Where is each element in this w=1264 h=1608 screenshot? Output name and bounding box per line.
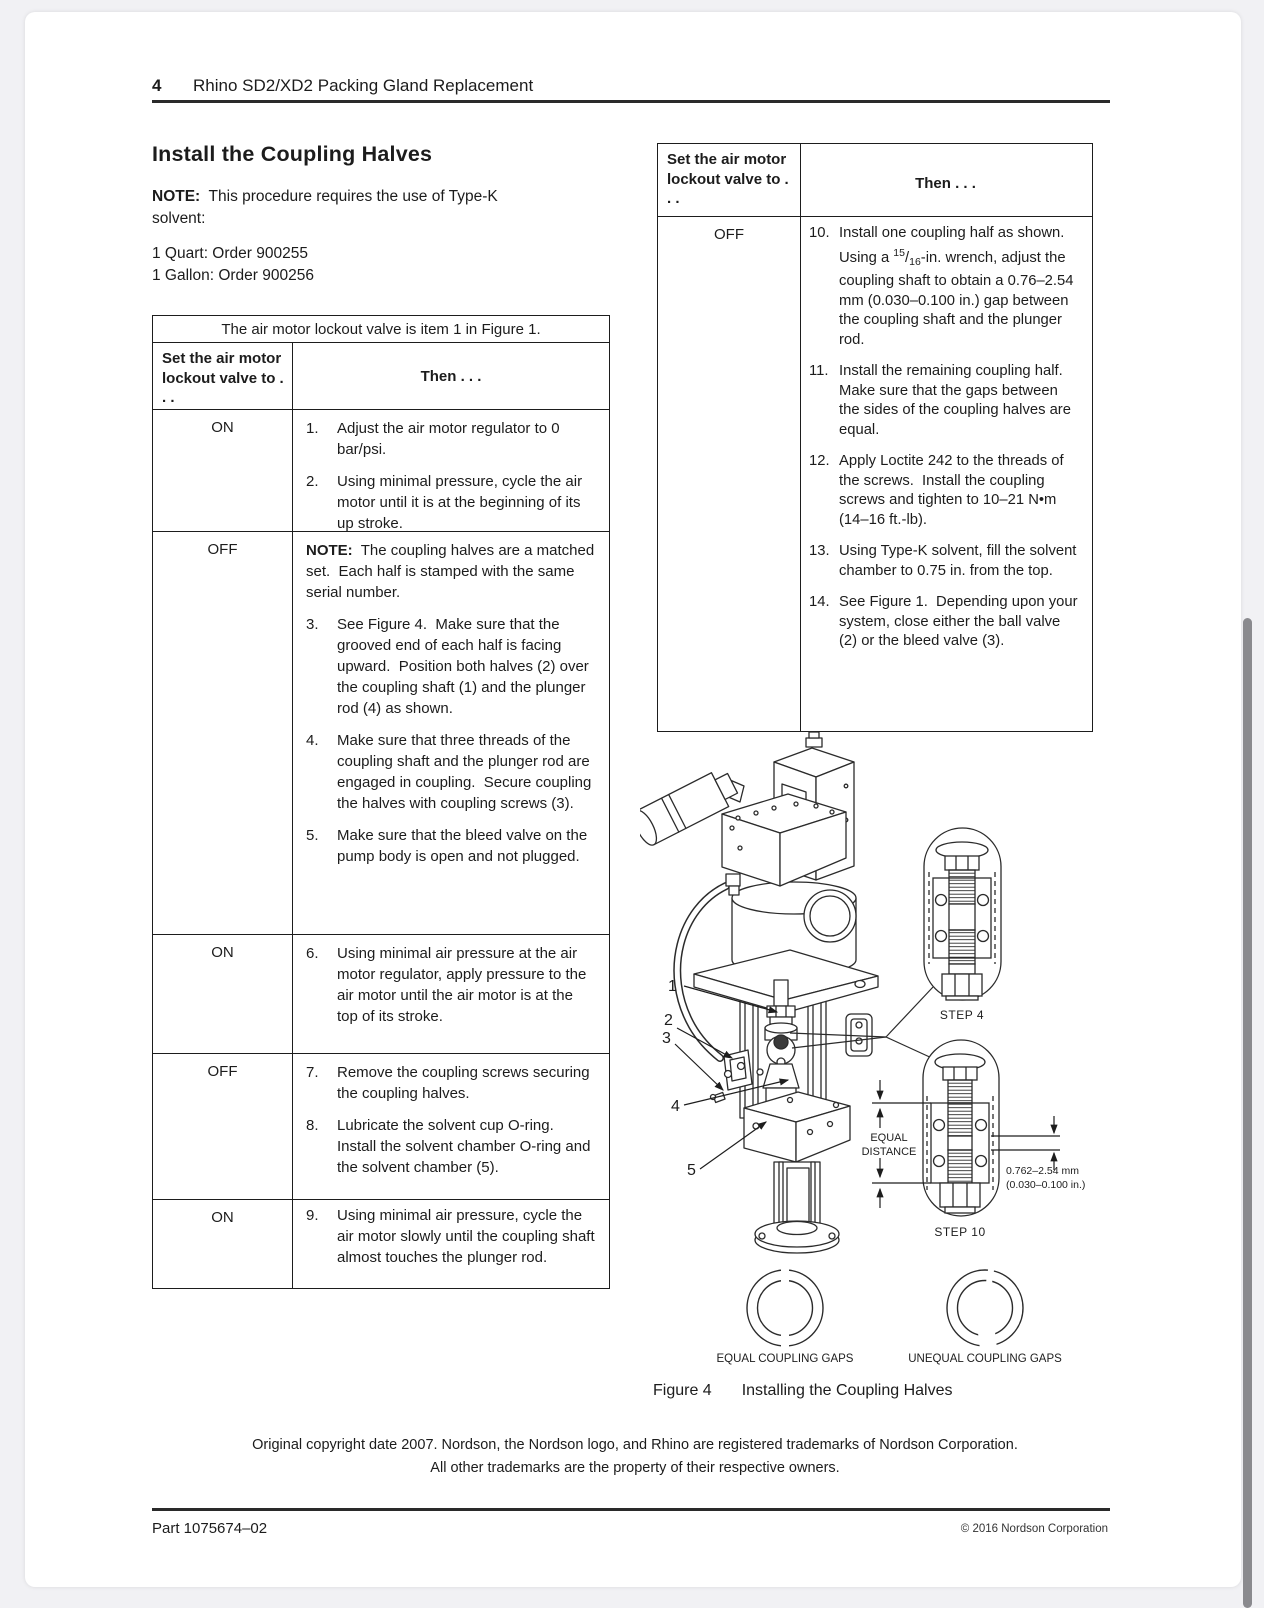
trademark-line1: Original copyright date 2007. Nordson, the Nordson logo, and Rhino are registered trademarks of Nordson Corporation. (252, 1437, 1018, 1453)
step-number: 12. (809, 453, 830, 469)
copyright-notice: © 2016 Nordson Corporation (960, 1523, 1108, 1535)
step-number: 7. (306, 1064, 319, 1081)
column-header-valve: Set the air motor lockout valve to . . . (658, 144, 801, 216)
gap-dimension-line2: (0.030–0.100 in.) (1006, 1179, 1086, 1191)
step-text: Using minimal pressure, cycle the air motor until it is at the beginning of its up stroke. (337, 473, 587, 531)
table-row (658, 216, 1092, 731)
column-header-valve: Set the air motor lockout valve to . . . (153, 343, 293, 409)
equal-distance-label-line1: EQUAL (870, 1132, 908, 1144)
step-number: 13. (809, 543, 830, 559)
figure-pump-diagram (640, 728, 1095, 1378)
table-header-row (153, 342, 609, 409)
part-number: Part 1075674–02 (152, 1520, 268, 1537)
unequal-gaps-ring (947, 1262, 1023, 1355)
note-label: NOTE: (152, 188, 201, 205)
step-text: See Figure 4. Make sure that the grooved end of each half is facing upward. Position both halves (2) over the coupling shaft (1) and the plunger rod (4) as shown. (337, 616, 593, 717)
procedure-step (809, 362, 1082, 440)
column-header-then: Then . . . (915, 174, 976, 192)
figure-caption-text: Installing the Coupling Halves (741, 1382, 953, 1399)
step-number: 10. (809, 225, 830, 241)
trademark-notice (160, 1434, 1110, 1479)
note-text: The coupling halves are a matched set. Each half is stamped with the same serial number. (306, 542, 599, 601)
trademark-line2: All other trademarks are the property of their respective owners. (430, 1459, 840, 1476)
equal-distance-label-line2: DISTANCE (861, 1146, 917, 1158)
step-number: 14. (809, 594, 830, 610)
procedure-step (306, 825, 595, 867)
note-label: NOTE: (306, 542, 353, 559)
procedure-step (809, 542, 1082, 581)
column-header-then: Then . . . (420, 367, 482, 385)
note-text: This procedure requires the use of Type-K solvent: (152, 188, 503, 227)
table-row (153, 409, 609, 531)
step-text: Install one coupling half as shown. Using a $^{15}/_{16}-in$. wrench, adjust the coupling shaft to obtain a 0.76–2.54 mm (0.030–0.100 in.) gap between the coupling shaft and the plunger rod. (839, 225, 1078, 348)
page-title: Rhino SD2/XD2 Packing Gland Replacement (193, 76, 534, 95)
step-number: 3. (306, 616, 319, 633)
step-number: 5. (306, 827, 319, 844)
step-text: Using minimal air pressure at the air motor regulator, apply pressure to the air motor until the air motor is at the top of its stroke. (337, 945, 591, 1025)
step-number: 6. (306, 945, 319, 962)
step-number: 2. (306, 473, 319, 490)
procedure-step (809, 593, 1082, 652)
valve-state: OFF (153, 532, 293, 934)
fraction-denominator: 16 (909, 255, 921, 268)
step-text: Make sure that the bleed valve on the pump body is open and not plugged. (337, 827, 592, 865)
valve-state: ON (153, 935, 293, 1053)
valve-state: OFF (658, 217, 801, 731)
unequal-gaps-label: UNEQUAL COUPLING GAPS (908, 1353, 1062, 1365)
page-number: 4 (152, 76, 162, 95)
procedure-table-right (657, 143, 1093, 732)
callout-2: 2 (664, 1012, 673, 1029)
step-text: Apply Loctite 242 to the threads of the screws. Install the coupling screws and tighten to 10–21 N•m (14–16 ft.-lb). (839, 453, 1068, 528)
procedure-step (306, 1062, 595, 1104)
step-text: Adjust the air motor regulator to 0 bar/psi. (337, 420, 564, 458)
table-header-row (658, 144, 1092, 216)
procedure-step (306, 471, 595, 531)
gap-dimension-line1: 0.762–2.54 mm (1006, 1165, 1079, 1177)
callout-4: 4 (671, 1098, 680, 1115)
step-number: 8. (306, 1117, 319, 1134)
table-caption-row (153, 316, 609, 342)
procedure-step (306, 1115, 595, 1178)
vertical-scrollbar-thumb[interactable] (1243, 618, 1252, 1608)
step-text: Make sure that three threads of the coupling shaft and the plunger rod are engaged in coupling. Secure coupling the halves with coupling screws (3). (337, 732, 596, 812)
procedure-table-left (152, 315, 610, 1289)
footer-rule (152, 1508, 1110, 1511)
step-text: Lubricate the solvent cup O-ring. Install the solvent chamber O-ring and the solvent chamber (5). (337, 1117, 595, 1176)
step10-label: STEP 10 (934, 1225, 986, 1239)
procedure-step (809, 224, 1082, 350)
table-row (153, 1053, 609, 1199)
step-number: 4. (306, 732, 319, 749)
procedure-step (306, 1205, 599, 1268)
header-rule (152, 100, 1110, 103)
procedure-step (306, 943, 595, 1027)
section-title: Install the Coupling Halves (152, 142, 433, 166)
valve-state: ON (153, 1200, 293, 1288)
table-caption: The air motor lockout valve is item 1 in Figure 1. (221, 320, 541, 338)
order-line-quart: 1 Quart: Order 900255 (152, 245, 308, 262)
step-number: 1. (306, 420, 319, 437)
step-text: Using Type-K solvent, fill the solvent chamber to 0.75 in. from the top. (839, 543, 1081, 579)
callout-1: 1 (668, 978, 677, 995)
valve-state: ON (153, 410, 293, 531)
order-line-gallon: 1 Gallon: Order 900256 (152, 267, 314, 284)
step-number: 9. (306, 1207, 319, 1224)
valve-state: OFF (153, 1054, 293, 1199)
figure-caption-label: Figure 4 (653, 1382, 712, 1399)
table-row (153, 531, 609, 934)
equal-gaps-ring (747, 1262, 823, 1354)
procedure-step (306, 614, 595, 719)
step-number: 11. (809, 363, 829, 379)
step-text: Install the remaining coupling half. Make sure that the gaps between the sides of the coupling halves are equal. (839, 363, 1076, 438)
procedure-step (306, 418, 595, 460)
table-row (153, 934, 609, 1053)
fraction-slash: / (904, 249, 910, 266)
procedure-step (809, 452, 1082, 530)
document-page (25, 12, 1241, 1587)
procedure-step (306, 730, 595, 814)
figure-caption (653, 1382, 953, 1400)
cell-note (306, 540, 599, 603)
step-text: See Figure 1. Depending upon your system, close either the ball valve (2) or the bleed valve (3). (839, 594, 1082, 649)
section-note (152, 186, 542, 230)
callout-3: 3 (662, 1030, 671, 1047)
equal-gaps-label: EQUAL COUPLING GAPS (716, 1353, 854, 1365)
table-row (153, 1199, 609, 1288)
step-text: Remove the coupling screws securing the coupling halves. (337, 1064, 594, 1102)
step4-label: STEP 4 (939, 1008, 985, 1022)
step-text: Using minimal air pressure, cycle the air motor slowly until the coupling shaft almost touches the plunger rod. (337, 1207, 599, 1266)
callout-5: 5 (687, 1162, 696, 1179)
fraction-numerator: 15 (893, 246, 905, 259)
